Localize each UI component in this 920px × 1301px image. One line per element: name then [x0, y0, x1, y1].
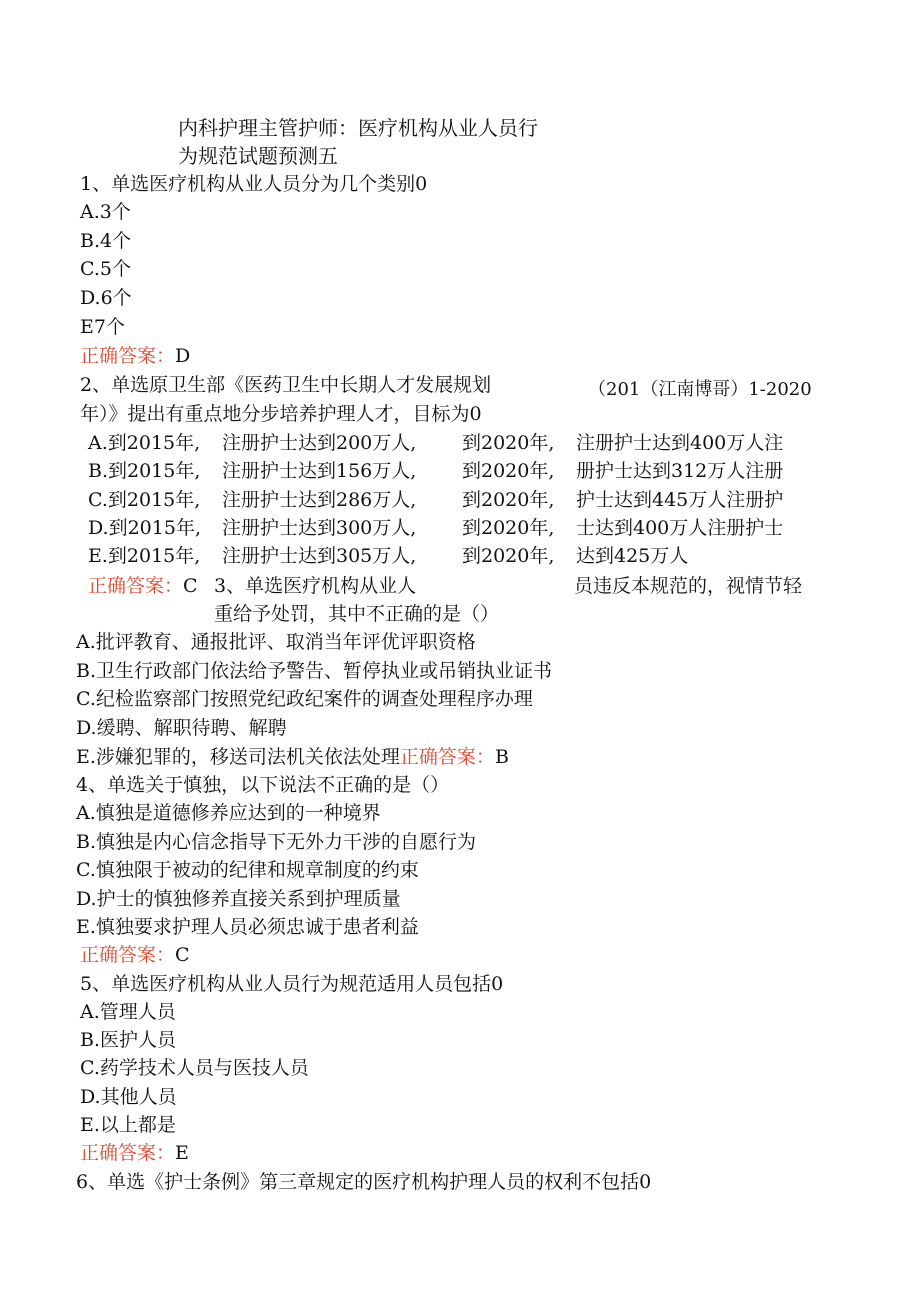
answer-label: 正确答案： — [80, 944, 176, 966]
question-2-option-d-col1: D.到2015年, — [88, 517, 201, 539]
answer-value: D — [175, 345, 191, 367]
question-4-stem: 4、单选关于慎独，以下说法不正确的是（） — [76, 774, 450, 796]
question-5-option-b: B.医护人员 — [80, 1029, 177, 1051]
question-4-option-a: A.慎独是道德修养应达到的一种境界 — [76, 802, 381, 824]
question-5-stem: 5、单选医疗机构从业人员行为规范适用人员包括0 — [80, 973, 504, 995]
question-3-stem-part1: 3、单选医疗机构从业人 — [214, 575, 417, 597]
answer-value: C — [175, 944, 190, 966]
question-4-option-b: B.慎独是内心信念指导下无外力干涉的自愿行为 — [76, 831, 477, 853]
question-3-option-c: C.纪检监察部门按照党纪政纪案件的调查处理程序办理 — [76, 688, 533, 710]
question-2-option-a-col1: A.到2015年, — [88, 432, 201, 454]
question-1-option-c: C.5个 — [80, 258, 131, 280]
question-4-answer — [80, 942, 190, 968]
question-1-answer — [80, 343, 190, 369]
answer-value: C — [183, 575, 198, 597]
question-2-option-a-col3: 到2020年, — [462, 432, 555, 454]
question-4-option-e: E.慎独要求护理人员必须忠诚于患者利益 — [76, 916, 419, 938]
answer-label: 正确答案： — [399, 746, 495, 768]
answer-label: 正确答案： — [80, 345, 176, 367]
document-title-line2: 为规范试题预测五 — [178, 144, 338, 168]
question-2-option-d-col4: 士达到400万人注册护士 — [576, 517, 784, 539]
question-3-option-e: E.涉嫌犯罪的，移送司法机关依法处理 — [76, 746, 400, 768]
question-1-option-e: E7个 — [80, 316, 125, 338]
question-2-stem-part1: 2、单选原卫生部《医药卫生中长期人才发展规划 — [80, 374, 492, 396]
question-2-option-e-col2: 注册护士达到305万人, — [222, 545, 417, 567]
answer-value: B — [494, 746, 509, 768]
question-5-answer — [80, 1140, 189, 1166]
question-2-option-c-col3: 到2020年, — [462, 489, 555, 511]
question-2-option-b-col2: 注册护士达到156万人, — [222, 460, 417, 482]
question-5-option-d: D.其他人员 — [80, 1086, 177, 1108]
question-5-option-a: A.管理人员 — [80, 1001, 176, 1023]
question-5-option-e: E.以上都是 — [80, 1114, 176, 1136]
question-2-answer — [88, 573, 198, 599]
answer-value: E — [175, 1142, 189, 1164]
question-2-stem-part2: （201（江南博哥）1-2020 — [588, 379, 812, 400]
question-1-option-b: B.4个 — [80, 230, 132, 252]
question-2-option-d-col3: 到2020年, — [462, 517, 555, 539]
question-2-stem-part3: 年）》提出有重点地分步培养护理人才，目标为0 — [80, 403, 482, 425]
question-2-option-d-col2: 注册护士达到300万人, — [222, 517, 417, 539]
question-3-option-a: A.批评教育、通报批评、取消当年评优评职资格 — [76, 631, 476, 653]
question-2-option-e-col3: 到2020年, — [462, 545, 555, 567]
question-2-option-e-col1: E.到2015年, — [88, 545, 201, 567]
question-2-option-c-col1: C.到2015年, — [88, 489, 201, 511]
question-3-option-e-with-answer — [76, 744, 509, 770]
question-3-option-b: B.卫生行政部门依法给予警告、暂停执业或吊销执业证书 — [76, 660, 553, 682]
answer-label: 正确答案： — [80, 1142, 176, 1164]
question-2-option-a-col4: 注册护士达到400万人注 — [576, 432, 784, 454]
question-2-option-b-col1: B.到2015年, — [88, 460, 201, 482]
question-3-option-d: D.缓聘、解职待聘、解聘 — [76, 717, 287, 739]
question-4-option-c: C.慎独限于被动的纪律和规章制度的约束 — [76, 859, 419, 881]
question-5-option-c: C.药学技术人员与医技人员 — [80, 1057, 309, 1079]
question-3-stem-part2: 员违反本规范的，视情节轻 — [574, 575, 803, 597]
question-2-option-b-col3: 到2020年, — [462, 460, 555, 482]
question-2-option-a-col2: 注册护士达到200万人, — [222, 432, 417, 454]
question-2-option-e-col4: 达到425万人 — [576, 545, 689, 567]
question-2-option-b-col4: 册护士达到312万人注册 — [576, 460, 784, 482]
answer-label: 正确答案： — [88, 575, 184, 597]
question-2-option-c-col2: 注册护士达到286万人, — [222, 489, 417, 511]
question-2-option-c-col4: 护士达到445万人注册护 — [576, 489, 784, 511]
question-3-stem-part3: 重给予处罚，其中不正确的是（） — [214, 603, 500, 625]
question-6-stem: 6、单选《护士条例》第三章规定的医疗机构护理人员的权利不包括0 — [76, 1171, 652, 1193]
question-4-option-d: D.护士的慎独修养直接关系到护理质量 — [76, 888, 401, 910]
question-1-option-d: D.6个 — [80, 287, 132, 309]
document-title-line1: 内科护理主管护师：医疗机构从业人员行 — [178, 116, 538, 140]
question-1-stem: 1、单选医疗机构从业人员分为几个类别0 — [80, 173, 428, 195]
question-1-option-a: A.3个 — [80, 201, 131, 223]
